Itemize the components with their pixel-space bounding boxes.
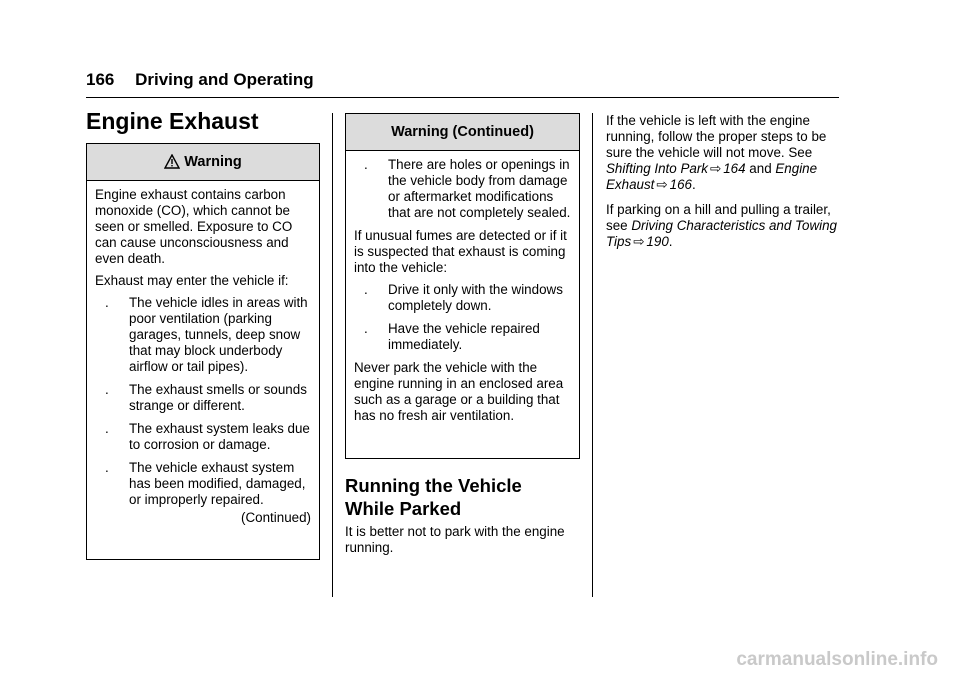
warning-triangle-icon: [164, 154, 180, 169]
list-item: . The vehicle idles in areas with poor ventilation (parking garages, tunnels, deep snow that may block underbody airflow or tail pipes).: [105, 295, 308, 374]
column-divider: [332, 113, 333, 597]
list-item: . The vehicle exhaust system has been modified, damaged, or improperly repaired.: [105, 460, 306, 507]
warning-label: Warning: [184, 154, 242, 170]
continued-label: (Continued): [241, 510, 311, 525]
cross-reference-link[interactable]: Shifting Into Park: [606, 161, 708, 176]
page-reference[interactable]: 164: [723, 161, 746, 176]
warning-paragraph: Never park the vehicle with the engine running in an enclosed area such as a garage or a building that has no fresh air ventilation.: [354, 360, 564, 423]
warning-heading: [87, 144, 319, 181]
watermark: carmanualsonline.info: [736, 649, 938, 670]
section-name: Driving and Operating: [135, 70, 314, 89]
page-ref-icon: ⇨: [633, 234, 645, 249]
right-column: [606, 113, 838, 259]
page-ref-icon: ⇨: [709, 161, 722, 176]
column-divider: [592, 113, 593, 597]
warning-box-continued: [345, 113, 580, 459]
page-reference[interactable]: 190: [646, 234, 669, 249]
cross-reference-link[interactable]: Driving Characteristics and Towing Tips: [606, 218, 837, 249]
header-rule: [86, 97, 839, 98]
warning-paragraph: If unusual fumes are detected or if it is suspected that exhaust is coming into the vehicle:: [354, 228, 567, 275]
list-item: . The exhaust smells or sounds strange or different.: [105, 382, 307, 413]
paragraph: If the vehicle is left with the engine running, follow the proper steps to be sure the vehicle will not move. See Shifting Into Park ⇨ 164 and Engine Exhaust ⇨ 166.: [606, 113, 827, 192]
warning-heading: Warning (Continued): [346, 114, 579, 151]
list-item: . Drive it only with the windows completely down.: [364, 282, 563, 313]
warning-intro: Engine exhaust contains carbon monoxide (CO), which cannot be seen or smelled. Exposure to CO can cause unconsciousness and even death.: [95, 187, 293, 266]
list-item: . There are holes or openings in the vehicle body from damage or aftermarket modifications that are not completely sealed.: [364, 157, 571, 220]
page-title: Engine Exhaust: [86, 108, 259, 134]
section-paragraph: It is better not to park with the engine running.: [345, 524, 565, 555]
cross-reference-link[interactable]: Engine Exhaust: [606, 161, 818, 192]
page-ref-icon: ⇨: [656, 177, 668, 192]
page-header: [86, 70, 314, 90]
list-item: . The exhaust system leaks due to corrosion or damage.: [105, 421, 310, 452]
page-reference[interactable]: 166: [669, 177, 692, 192]
warning-box: [86, 143, 320, 560]
warning-lead: Exhaust may enter the vehicle if:: [95, 273, 289, 288]
paragraph: If parking on a hill and pulling a trailer, see Driving Characteristics and Towing Tips ⇨ 190.: [606, 202, 837, 249]
list-item: . Have the vehicle repaired immediately.: [364, 321, 540, 352]
page-number: 166: [86, 70, 115, 89]
section-heading: Running the Vehicle While Parked: [345, 475, 522, 519]
